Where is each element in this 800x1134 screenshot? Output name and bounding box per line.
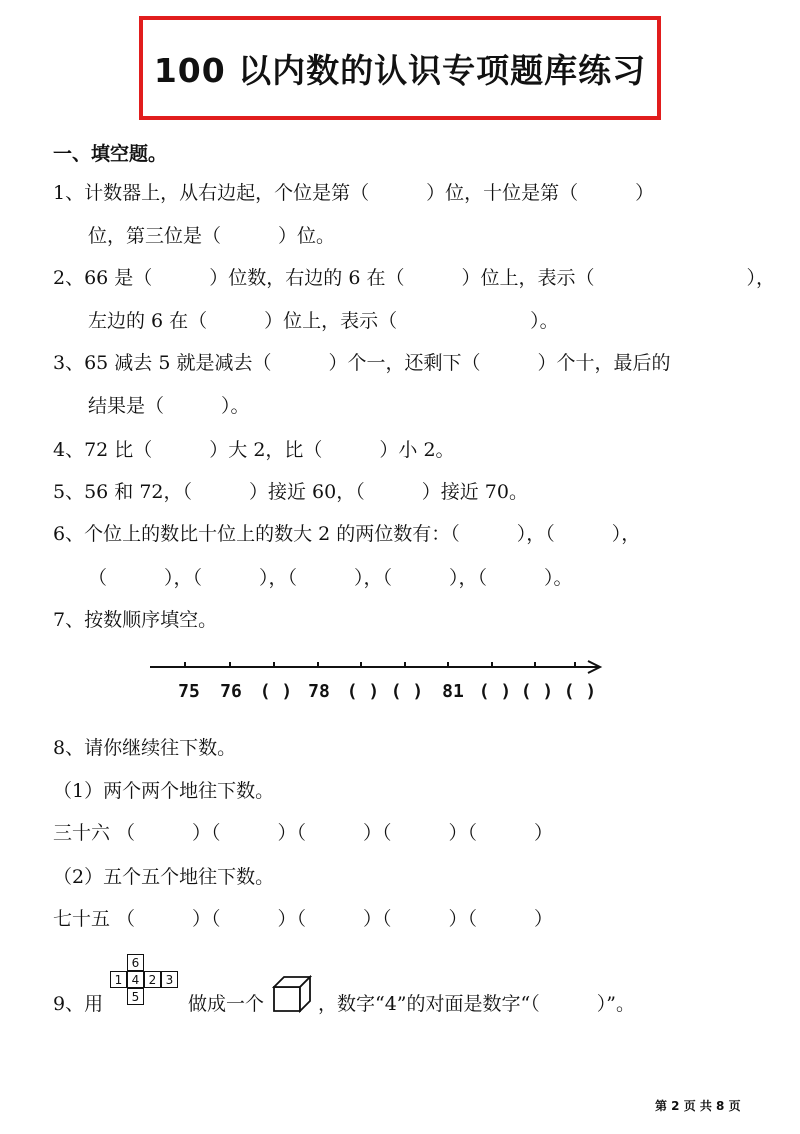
- title-box: [139, 16, 661, 120]
- question-2-line-2: 左边的 6 在（ ）位上，表示（ ）。: [88, 310, 559, 332]
- question-9-prefix: 9、用: [53, 993, 104, 1015]
- cube-net-face: 1: [110, 971, 127, 988]
- number-line-blank: ( ): [346, 681, 380, 702]
- page-footer: 第 2 页 共 8 页: [655, 1099, 741, 1113]
- question-8: 8、请你继续往下数。: [53, 737, 237, 759]
- number-line-blank: ( ): [390, 681, 424, 702]
- question-7: 7、按数顺序填空。: [53, 609, 218, 631]
- cube-net-face: 4: [127, 971, 144, 988]
- question-4: 4、72 比（ ）大 2，比（ ）小 2。: [53, 439, 455, 461]
- question-3-line-2: 结果是（ ）。: [88, 395, 250, 417]
- number-line-blank: ( ): [259, 681, 293, 702]
- question-8-part-2: （2）五个五个地往下数。: [53, 866, 275, 888]
- cube-net-diagram: [110, 954, 190, 1008]
- question-1-line-1: 1、计数器上，从右边起，个位是第（ ）位，十位是第（ ）: [53, 182, 655, 204]
- cube-net-face: 3: [161, 971, 178, 988]
- cube-net-face: 5: [127, 988, 144, 1005]
- question-9-middle: 做成一个: [188, 993, 265, 1015]
- question-2-line-1: 2、66 是（ ）位数，右边的 6 在（ ）位上，表示（ ），: [53, 267, 775, 289]
- question-6-line-1: 6、个位上的数比十位上的数大 2 的两位数有：（ ），（ ），: [53, 523, 641, 545]
- number-line-label: 76: [220, 681, 242, 702]
- cube-net-face: 6: [127, 954, 144, 971]
- page-title: 100 以内数的认识专项题库练习: [153, 50, 647, 90]
- number-line-blank: ( ): [478, 681, 512, 702]
- cube-icon: [272, 975, 312, 1013]
- question-3-line-1: 3、65 减去 5 就是减去（ ）个一，还剩下（ ）个十，最后的: [53, 352, 671, 374]
- number-line-label: 78: [308, 681, 330, 702]
- number-line-blank: ( ): [563, 681, 597, 702]
- question-6-line-2: （ ），（ ），（ ），（ ），（ ）。: [88, 567, 573, 589]
- question-5: 5、56 和 72，（ ）接近 60，（ ）接近 70。: [53, 481, 528, 503]
- question-1-line-2: 位，第三位是（ ）位。: [88, 225, 336, 247]
- number-line-blank: ( ): [520, 681, 554, 702]
- number-line-label: 81: [442, 681, 464, 702]
- question-8-part-1: （1）两个两个地往下数。: [53, 780, 275, 802]
- section-heading: 一、填空题。: [53, 143, 168, 165]
- question-8-part-1-answers: 三十六 （ ）（ ）（ ）（ ）（ ）: [53, 822, 554, 844]
- number-line-label: 75: [178, 681, 200, 702]
- question-8-part-2-answers: 七十五 （ ）（ ）（ ）（ ）（ ）: [53, 908, 554, 930]
- cube-net-face: 2: [144, 971, 161, 988]
- question-9-suffix: ，数字“4”的对面是数字“（ ）”。: [318, 993, 635, 1015]
